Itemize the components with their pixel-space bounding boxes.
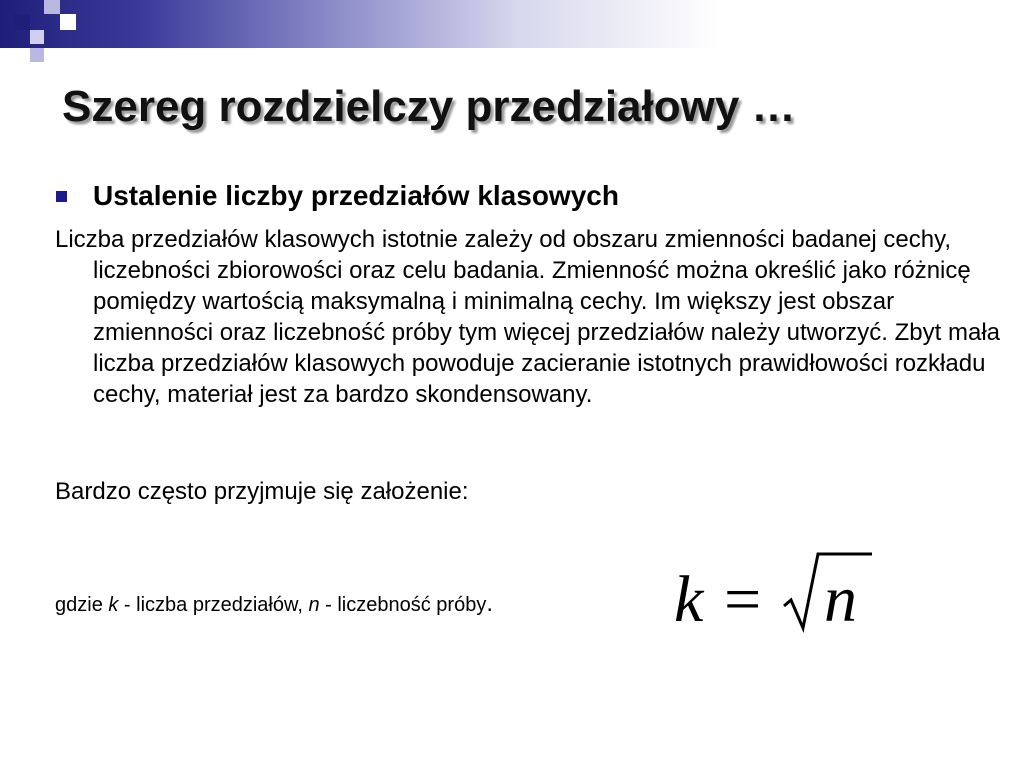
top-gradient-band	[0, 0, 1024, 48]
formula-lhs-k: k	[674, 563, 704, 636]
caption-prefix: gdzie	[55, 594, 109, 616]
formula-radicand-n: n	[824, 563, 857, 636]
formula-caption	[55, 590, 493, 618]
decor-square-3	[30, 30, 44, 44]
body-paragraph-2: Bardzo często przyjmuje się założenie:	[55, 478, 469, 505]
decor-square-1	[14, 14, 30, 30]
caption-n-desc: - liczebność próby	[319, 594, 487, 616]
square-bullet-icon	[56, 191, 67, 202]
caption-var-k: k	[108, 594, 119, 616]
bullet-heading: Ustalenie liczby przedziałów klasowych	[93, 180, 619, 211]
slide-title: Szereg rozdzielczy przedziałowy …	[62, 82, 796, 131]
caption-k-desc: - liczba przedziałów,	[118, 594, 309, 616]
body-paragraph-1: Liczba przedziałów klasowych istotnie zależy od obszaru zmienności badanej cechy, liczebności zbiorowości oraz celu badania. Zmienność można określić jako różnicę pomiędzy wartością maksymalną i minimalną cechy. Im większy jest obszar zmienności oraz liczebność próby tym więcej przedziałów należy utworzyć. Zbyt mała liczba przedziałów klasowych powoduje zacieranie istotnych prawidłowości rozkładu cechy, materiał jest za bardzo skondensowany.	[55, 226, 1001, 408]
decor-square-4	[60, 14, 76, 30]
formula-equals-sign: =	[724, 563, 762, 636]
bullet-item	[56, 180, 619, 212]
caption-period: .	[486, 590, 493, 617]
caption-var-n: n	[308, 594, 320, 616]
decor-square-2	[44, 0, 60, 14]
formula-k-equals-sqrt-n	[672, 546, 882, 636]
decor-square-5	[30, 48, 44, 62]
